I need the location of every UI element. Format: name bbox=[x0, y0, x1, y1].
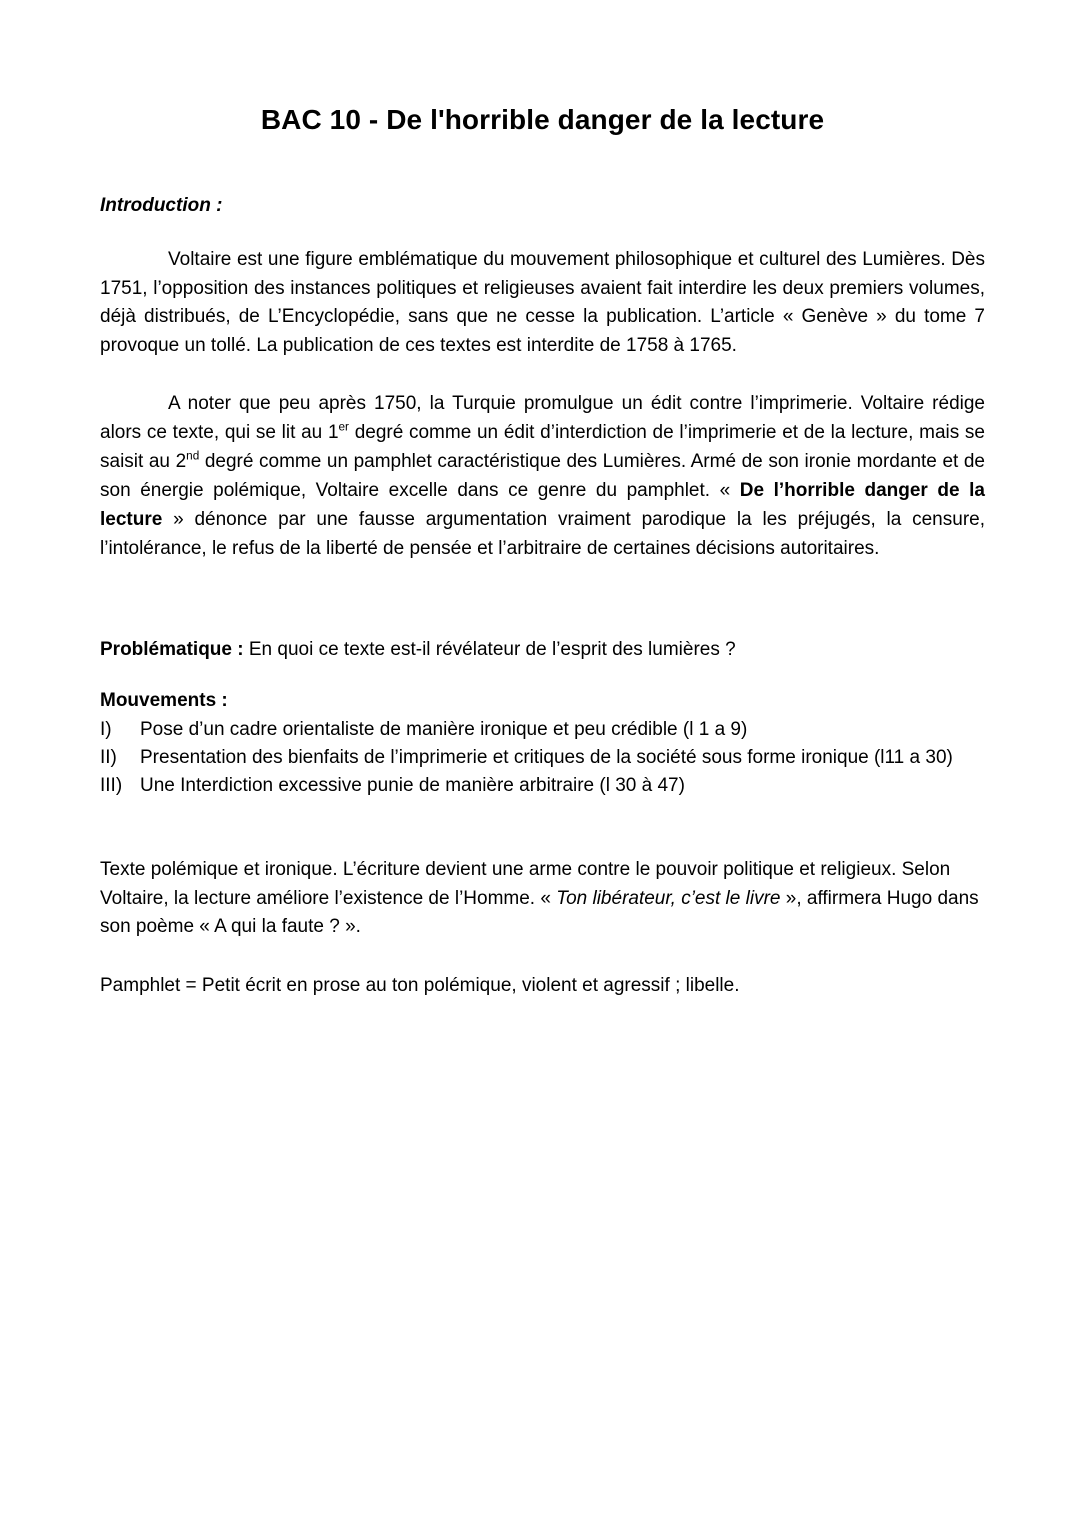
paragraph2-segment-2: degré comme un édit d’interdiction de l’imprimerie et de la lecture, mais se saisit au 2 bbox=[100, 422, 986, 472]
page-title: BAC 10 - De l'horrible danger de la lecture bbox=[260, 104, 825, 135]
work-title-emphasis: De l’horrible danger de la lecture bbox=[100, 479, 985, 530]
mouvements-list bbox=[100, 714, 985, 800]
hugo-quote: Ton libérateur, c’est le livre bbox=[556, 887, 781, 909]
list-item-label: Pose d’un cadre orientaliste de manière ironique et peu crédible (l 1 a 9) bbox=[140, 719, 748, 741]
problematique-line bbox=[100, 563, 985, 665]
ordinal-suffix-er: er bbox=[338, 420, 349, 434]
mouvements-heading: Mouvements : bbox=[100, 689, 228, 711]
paragraph2-segment-4: » dénonce par une fausse argumentation vraiment parodique la les préjugés, la censure, l’intolérance, le refus de la liberté de pensée et l’arbitraire de certaines décisions autoritaires. bbox=[100, 508, 985, 559]
list-item-marker: I) bbox=[100, 719, 112, 741]
list-item-label: Une Interdiction excessive punie de manière arbitraire (l 30 à 47) bbox=[140, 775, 685, 797]
introduction-heading: Introduction : bbox=[100, 195, 223, 216]
list-item-marker: II) bbox=[100, 747, 117, 769]
pamphlet-definition: Pamphlet = Petit écrit en prose au ton polémique, violent et agressif ; libelle. bbox=[100, 974, 740, 996]
list-item bbox=[100, 772, 985, 800]
list-item bbox=[100, 716, 985, 744]
closing-segment-2: », affirmera Hugo dans son poème « A qui la faute ? ». bbox=[100, 887, 979, 938]
problematique-question: En quoi ce texte est-il révélateur de l’esprit des lumières ? bbox=[243, 639, 736, 661]
document-content bbox=[100, 0, 985, 1000]
problematique-label: Problématique : bbox=[100, 639, 244, 661]
list-item-marker: III) bbox=[100, 775, 123, 797]
closing-paragraph bbox=[100, 800, 985, 942]
list-item bbox=[100, 744, 985, 772]
closing-segment-1: Texte polémique et ironique. L’écriture devient une arme contre le pouvoir politique et religieux. Selon Voltaire, la lecture améliore l’existence de l’Homme. « bbox=[100, 859, 951, 909]
intro-paragraph-2 bbox=[100, 361, 985, 563]
ordinal-suffix-nd: nd bbox=[186, 449, 200, 463]
intro-paragraph-1: Voltaire est une figure emblématique du mouvement philosophique et culturel des Lumières. Dès 1751, l’opposition des instances politiques et religieuses avaient fait interdire les deux premiers volumes, déjà distribués, de L’Encyclopédie, sans que ne cesse la publication. L’article « Genève » du tome 7 provoque un tollé. La publication de ces textes est interdite de 1758 à 1765. bbox=[100, 248, 985, 357]
paragraph2-segment-1: A noter que peu après 1750, la Turquie promulgue un édit contre l’imprimerie. Voltaire rédige alors ce texte, qui se lit au 1 bbox=[100, 393, 985, 444]
list-item-label: Presentation des bienfaits de l’imprimerie et critiques de la société sous forme ironique (l11 a 30) bbox=[140, 747, 953, 769]
paragraph2-segment-3: degré comme un pamphlet caractéristique des Lumières. Armé de son ironie mordante et de son énergie polémique, Voltaire excelle dans ce genre du pamphlet. « bbox=[100, 450, 985, 501]
